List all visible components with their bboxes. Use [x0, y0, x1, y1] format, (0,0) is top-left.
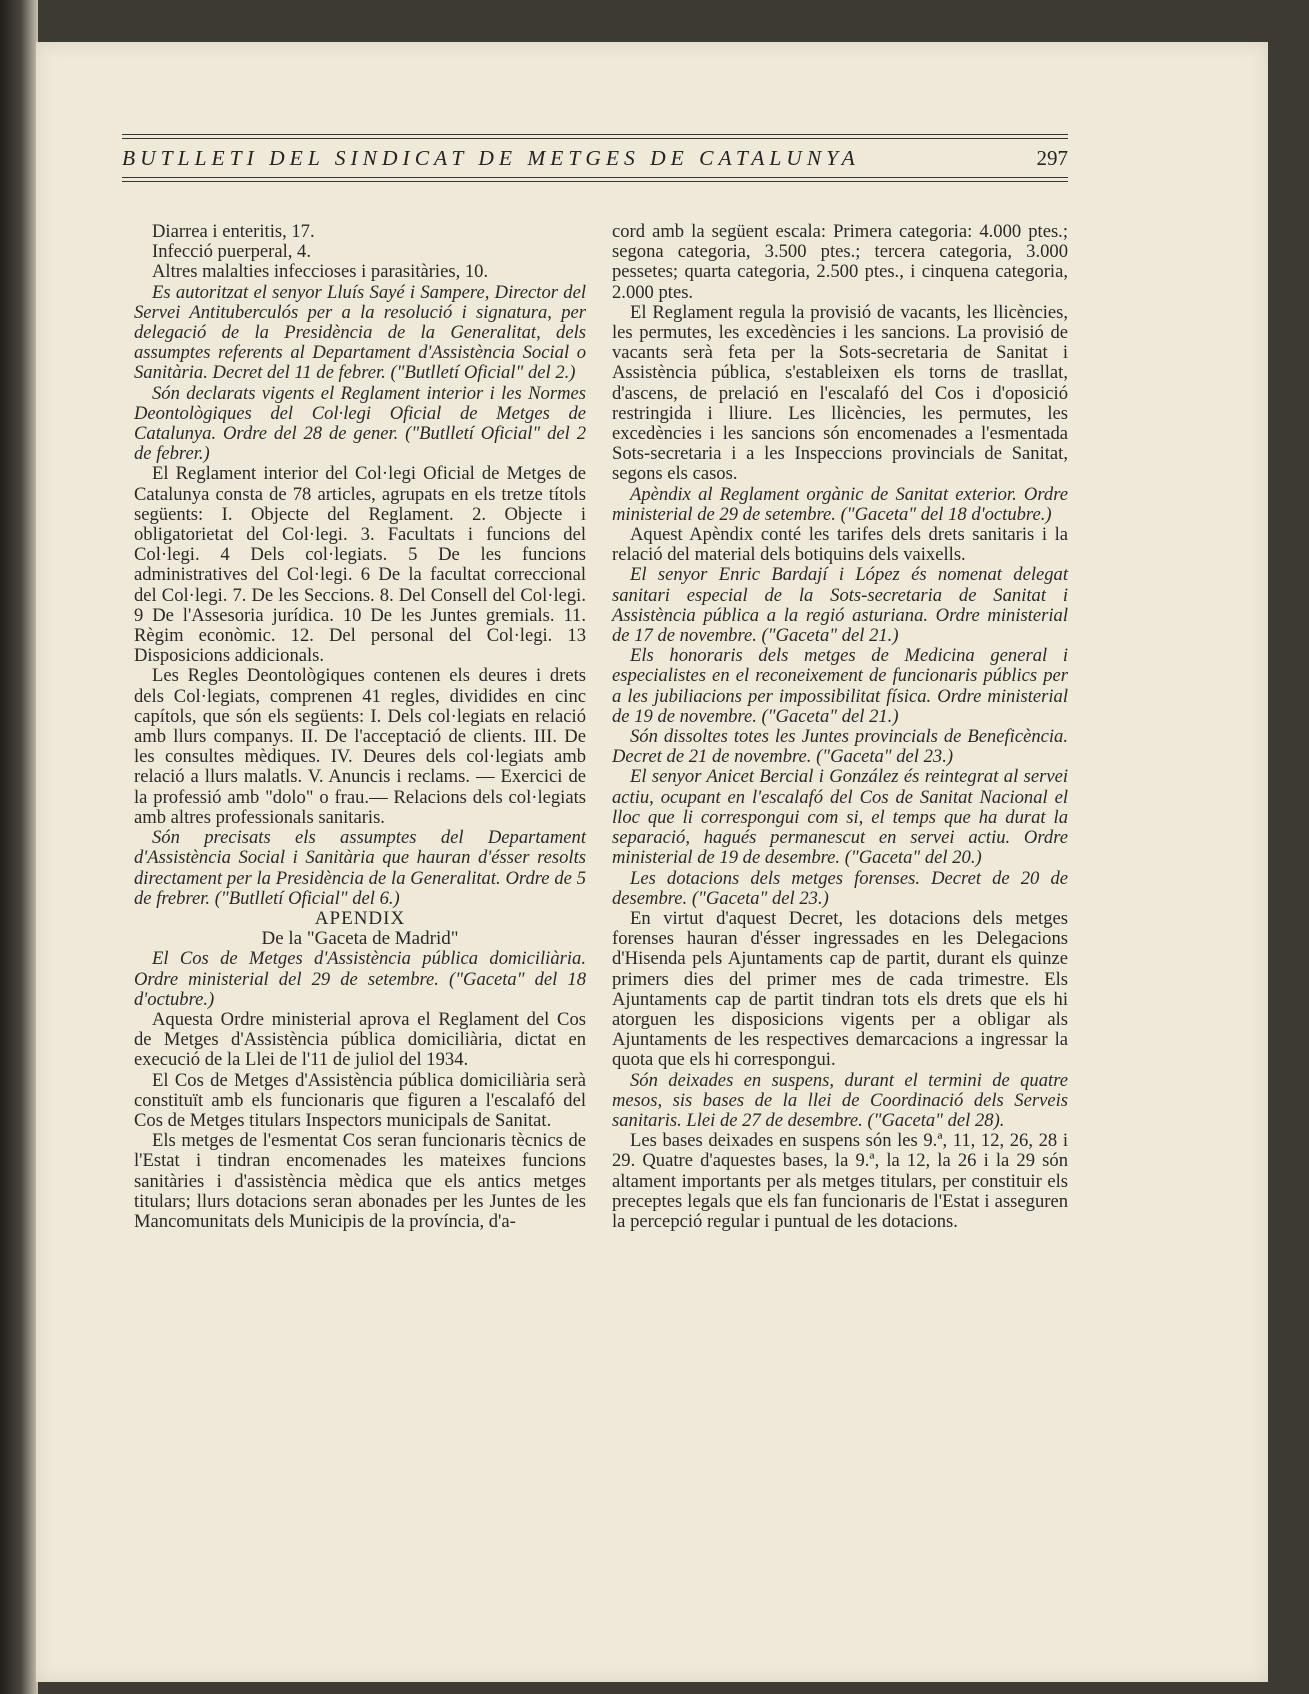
paragraph: Diarrea i enteritis, 17. — [152, 221, 315, 242]
notice-heading: Són declarats vigents el Reglament interior i les Normes Deontològiques del Col·legi Oficial de Metges de Catalunya. Ordre del 28 de gener. ("Butlletí Oficial" del 2 de febrer.) — [134, 382, 586, 465]
header-bottom-rule — [122, 177, 1068, 182]
paragraph: Els metges de l'esmentat Cos seran funcionaris tècnics de l'Estat i tindran encomenades les mateixes funcions sanitàries i d'assistència mèdica que els antics metges titulars; llurs dotacions seran abonades per les Juntes de les Mancomunitats dels Municipis de la província, d'a- — [134, 1130, 586, 1232]
notice-heading: El Cos de Metges d'Assistència pública domiciliària. Ordre ministerial del 29 de setembre. ("Gaceta" del 18 d'octubre.) — [134, 948, 586, 1010]
left-column — [134, 222, 586, 1232]
notice-heading: El senyor Enric Bardají i López és nomenat delegat sanitari especial de la Sots-secretaria de Sanitat i Assistència pública a la regió asturiana. Ordre ministerial de 17 de novembre. ("Gaceta" del 21.) — [612, 564, 1068, 647]
notice-heading: Els honoraris dels metges de Medicina general i especialistes en el reconeixement de funcionaris públics per a les jubiliacions per impossibilitat física. Ordre ministerial de 19 de novembre. ("Gaceta" del 21.) — [612, 645, 1068, 727]
paragraph: En virtut d'aquest Decret, les dotacions dels metges forenses hauran d'ésser ingressades en les Delegacions d'Hisenda pels Ajuntaments cap de partit, durant els quinze primers dies del primer mes de cada trimestre. Els Ajuntaments cap de partit tindran tots els drets que els hi atorguen les disposicions vigents per a obligar als Ajuntaments de les respectives demarcacions a ingressar la quota que els hi correspongui. — [612, 907, 1068, 1071]
book-binding-edge — [0, 0, 38, 1694]
subsection-title: De la "Gaceta de Madrid" — [261, 928, 459, 950]
paragraph: El Reglament interior del Col·legi Oficial de Metges de Catalunya consta de 78 articles, agrupats en els tretze títols següents: I. Objecte del Reglament. 2. Objecte i obligatorietat del Col·legi. 3. Facultats i funcions del Col·legi. 4 Dels col·legiats. 5 De les funcions administratives del Col·legi. 6 De la facultat correccional del Col·legi. 7. De les Seccions. 8. Del Consell del Col·legi. 9 De l'Assesoria jurídica. 10 De les Juntes gremials. 11. Règim econòmic. 12. Del personal del Col·legi. 13 Disposicions addicionals. — [134, 463, 586, 667]
journal-title: BUTLLETI DEL SINDICAT DE METGES DE CATALUNYA — [122, 146, 860, 170]
paragraph: El Reglament regula la provisió de vacants, les llicències, les permutes, les excedències i les sancions. La provisió de vacants serà feta per la Sots-secretaria de Sanitat i Assistència pública, s'estableixen els torns de trasllat, d'ascens, de prelació en l'escalafó del Cos i d'oposició restringida i lliure. Les llicències, les permutes, les excedències i les sancions són encomenades a l'esmentada Sots-secretaria i a les Inspeccions provincials de Sanitat, segons els casos. — [612, 301, 1068, 485]
notice-heading: Són dissoltes totes les Juntes provincials de Beneficència. Decret de 21 de novembre. ("Gaceta" del 23.) — [612, 726, 1068, 768]
paragraph-continuation: cord amb la següent escala: Primera categoria: 4.000 ptes.; segona categoria, 3.500 ptes.; tercera categoria, 3.000 pessetes; quarta categoria, 2.500 ptes., i cinquena categoria, 2.000 ptes. — [612, 221, 1068, 303]
paragraph: Les Regles Deontològiques contenen els deures i drets dels Col·legiats, comprenen 41 regles, dividides en cinc capítols, que són els següents: I. Dels col·legiats en relació amb llurs companys. II. De l'acceptació de clients. III. De les consultes mèdiques. IV. Deures dels col·legiats amb relació a llurs malatls. V. Anuncis i reclams. — Exercici de la professió amb "dolo" o frau.— Relacions dels col·legiats amb altres professionals sanitaris. — [134, 665, 586, 828]
paragraph: Aquesta Ordre ministerial aprova el Reglament del Cos de Metges d'Assistència pública domiciliària, dictat en execució de la Llei de l'11 de juliol del 1934. — [134, 1008, 586, 1071]
paragraph: Les bases deixades en suspens són les 9.ª, 11, 12, 26, 28 i 29. Quatre d'aquestes bases, la 9.ª, la 12, la 26 i la 29 són altament importants per als metges titulars, per constituir els preceptes legals que els fan funcionaris de l'Estat i asseguren la percepció regular i puntual de les dotacions. — [612, 1130, 1068, 1232]
header-line — [122, 146, 1068, 171]
header-top-rule — [122, 134, 1068, 139]
running-header — [122, 134, 1068, 182]
page-number: 297 — [1036, 146, 1068, 170]
paragraph: Infecció puerperal, 4. — [152, 241, 311, 263]
notice-heading: Es autoritzat el senyor Lluís Sayé i Sampere, Director del Servei Antituberculós per a la resolució i signatura, per delegació de la Presidència de la Generalitat, dels assumptes referents al Departament d'Assistència Social o Sanitària. Decret del 11 de febrer. ("Butlletí Oficial" del 2.) — [134, 281, 586, 384]
notice-heading: Són precisats els assumptes del Departament d'Assistència Social i Sanitària que hauran d'ésser resolts directament per la Presidència de la Generalitat. Ordre de 5 de frebrer. ("Butlletí Oficial" del 6.) — [134, 827, 586, 909]
paragraph: El Cos de Metges d'Assistència pública domiciliària serà constituït amb els funcionaris que figuren a l'escalafó del Cos de Metges titulars Inspectors municipals de Sanitat. — [134, 1069, 586, 1131]
paragraph: Altres malalties infeccioses i parasitàries, 10. — [152, 261, 489, 283]
section-title: APENDIX — [314, 907, 406, 929]
notice-heading: Són deixades en suspens, durant el termini de quatre mesos, sis bases de la llei de Coordinació dels Serveis sanitaris. Llei de 27 de desembre. ("Gaceta" del 28). — [612, 1069, 1068, 1131]
right-column — [612, 222, 1068, 1232]
notice-heading: Apèndix al Reglament orgànic de Sanitat exterior. Ordre ministerial de 29 de setembre. ("Gaceta" del 18 d'octubre.) — [612, 483, 1068, 525]
notice-heading: Les dotacions dels metges forenses. Decret de 20 de desembre. ("Gaceta" del 23.) — [612, 867, 1068, 909]
paragraph: Aquest Apèndix conté les tarifes dels drets sanitaris i la relació del material dels botiquins dels vaixells. — [612, 524, 1068, 566]
notice-heading: El senyor Anicet Bercial i González és reintegrat al servei actiu, ocupant en l'escalafó del Cos de Sanitat Nacional el lloc que li correspongui com si, el temps que ha durat la separació, hagués permanescut en servei actiu. Ordre ministerial de 19 de desembre. ("Gaceta" del 20.) — [612, 766, 1068, 869]
